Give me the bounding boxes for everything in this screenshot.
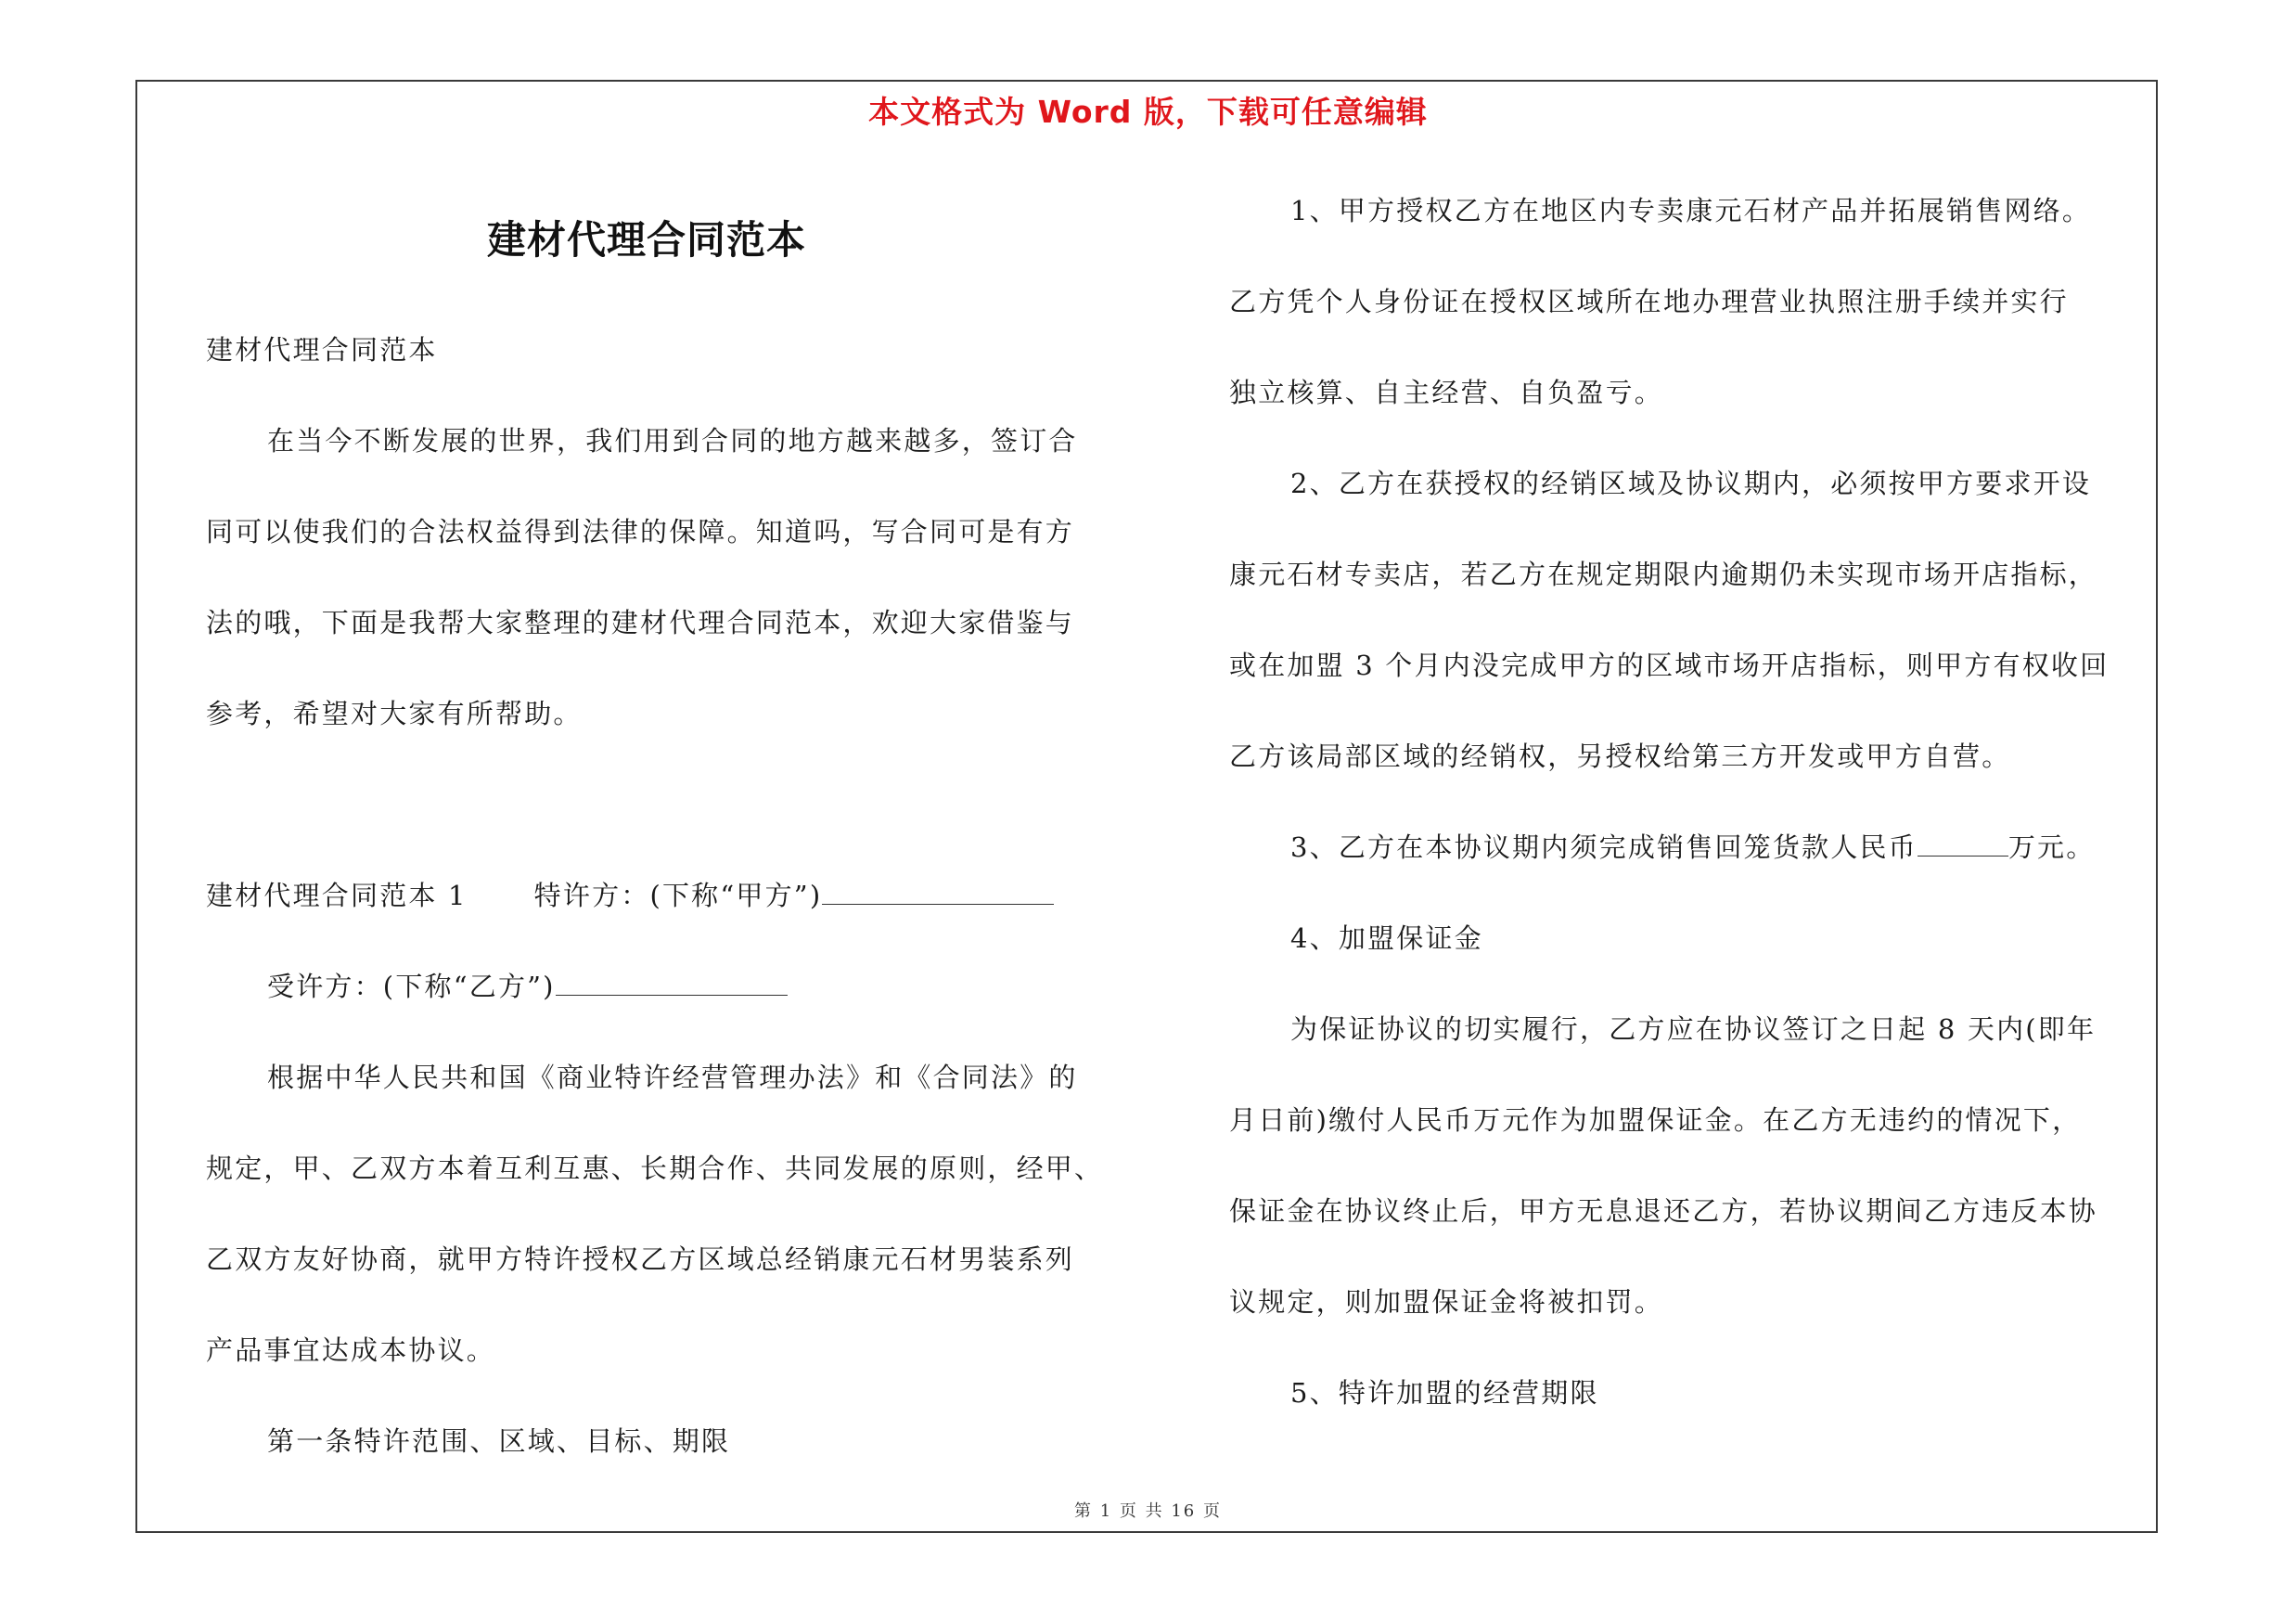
amount-blank	[1918, 833, 2008, 857]
left-column	[206, 304, 1134, 1487]
clause-3-suffix: 万元。	[2007, 831, 2096, 863]
clause-4-line: 议规定，则加盟保证金将被扣罚。	[1229, 1286, 1664, 1318]
clause-4-line: 为保证协议的切实履行，乙方应在协议签订之日起 8 天内(即年	[1290, 1013, 2097, 1045]
editable-notice-banner: 本文格式为 Word 版，下载可任意编辑	[868, 94, 1428, 130]
clause-4-title: 4、加盟保证金	[1290, 922, 1483, 954]
clause-2-line: 康元石材专卖店，若乙方在规定期限内逾期仍未实现市场开店指标，	[1229, 559, 2098, 590]
sample-heading: 建材代理合同范本 1	[206, 880, 468, 911]
clause-4-line: 月日前)缴付人民币万元作为加盟保证金。在乙方无违约的情况下，	[1229, 1104, 2082, 1136]
paragraph-spacer	[206, 759, 1134, 850]
clause-4-line: 保证金在协议终止后，甲方无息退还乙方，若协议期间乙方违反本协	[1229, 1195, 2098, 1227]
intro-paragraph-line: 参考，希望对大家有所帮助。	[206, 698, 583, 729]
licensee-line	[206, 941, 1134, 1032]
page-footer: 第 1 页 共 16 页	[1074, 1501, 1222, 1521]
basis-paragraph-line: 乙双方友好协商，就甲方特许授权乙方区域总经销康元石材男装系列	[206, 1243, 1075, 1275]
licensee-label: 受许方：(下称“乙方”)	[267, 971, 556, 1002]
article-heading: 第一条特许范围、区域、目标、期限	[267, 1425, 731, 1457]
clause-3-line	[1229, 802, 2166, 893]
document-title: 建材代理合同范本	[486, 217, 806, 263]
clause-2-line: 2、乙方在获授权的经销区域及协议期内，必须按甲方要求开设	[1290, 468, 2092, 499]
clause-5-title: 5、特许加盟的经营期限	[1290, 1377, 1599, 1409]
licensor-label: 特许方：(下称“甲方”)	[533, 880, 823, 911]
intro-paragraph-line: 在当今不断发展的世界，我们用到合同的地方越来越多，签订合	[267, 425, 1078, 457]
intro-paragraph-line: 同可以使我们的合法权益得到法律的保障。知道吗，写合同可是有方	[206, 516, 1075, 547]
clause-2-line: 或在加盟 3 个月内没完成甲方的区域市场开店指标，则甲方有权收回	[1229, 650, 2110, 681]
basis-paragraph-line: 规定，甲、乙双方本着互利互惠、长期合作、共同发展的原则，经甲、	[206, 1153, 1104, 1184]
document-subtitle: 建材代理合同范本	[206, 334, 438, 366]
clause-3-prefix: 3、乙方在本协议期内须完成销售回笼货款人民币	[1290, 831, 1918, 863]
clause-1-line: 1、甲方授权乙方在地区内专卖康元石材产品并拓展销售网络。	[1290, 195, 2092, 226]
clause-2-line: 乙方该局部区域的经销权，另授权给第三方开发或甲方自营。	[1229, 741, 2011, 772]
basis-paragraph-line: 产品事宜达成本协议。	[206, 1334, 496, 1366]
licensee-blank	[556, 973, 788, 996]
basis-paragraph-line: 根据中华人民共和国《商业特许经营管理办法》和《合同法》的	[267, 1062, 1078, 1093]
intro-paragraph-line: 法的哦，下面是我帮大家整理的建材代理合同范本，欢迎大家借鉴与	[206, 607, 1075, 638]
clause-1-line: 乙方凭个人身份证在授权区域所在地办理营业执照注册手续并实行	[1229, 286, 2069, 317]
clause-1-line: 独立核算、自主经营、自负盈亏。	[1229, 377, 1664, 408]
licensor-blank	[822, 882, 1054, 905]
sample-heading-line	[206, 850, 1134, 941]
right-column	[1229, 165, 2166, 1438]
